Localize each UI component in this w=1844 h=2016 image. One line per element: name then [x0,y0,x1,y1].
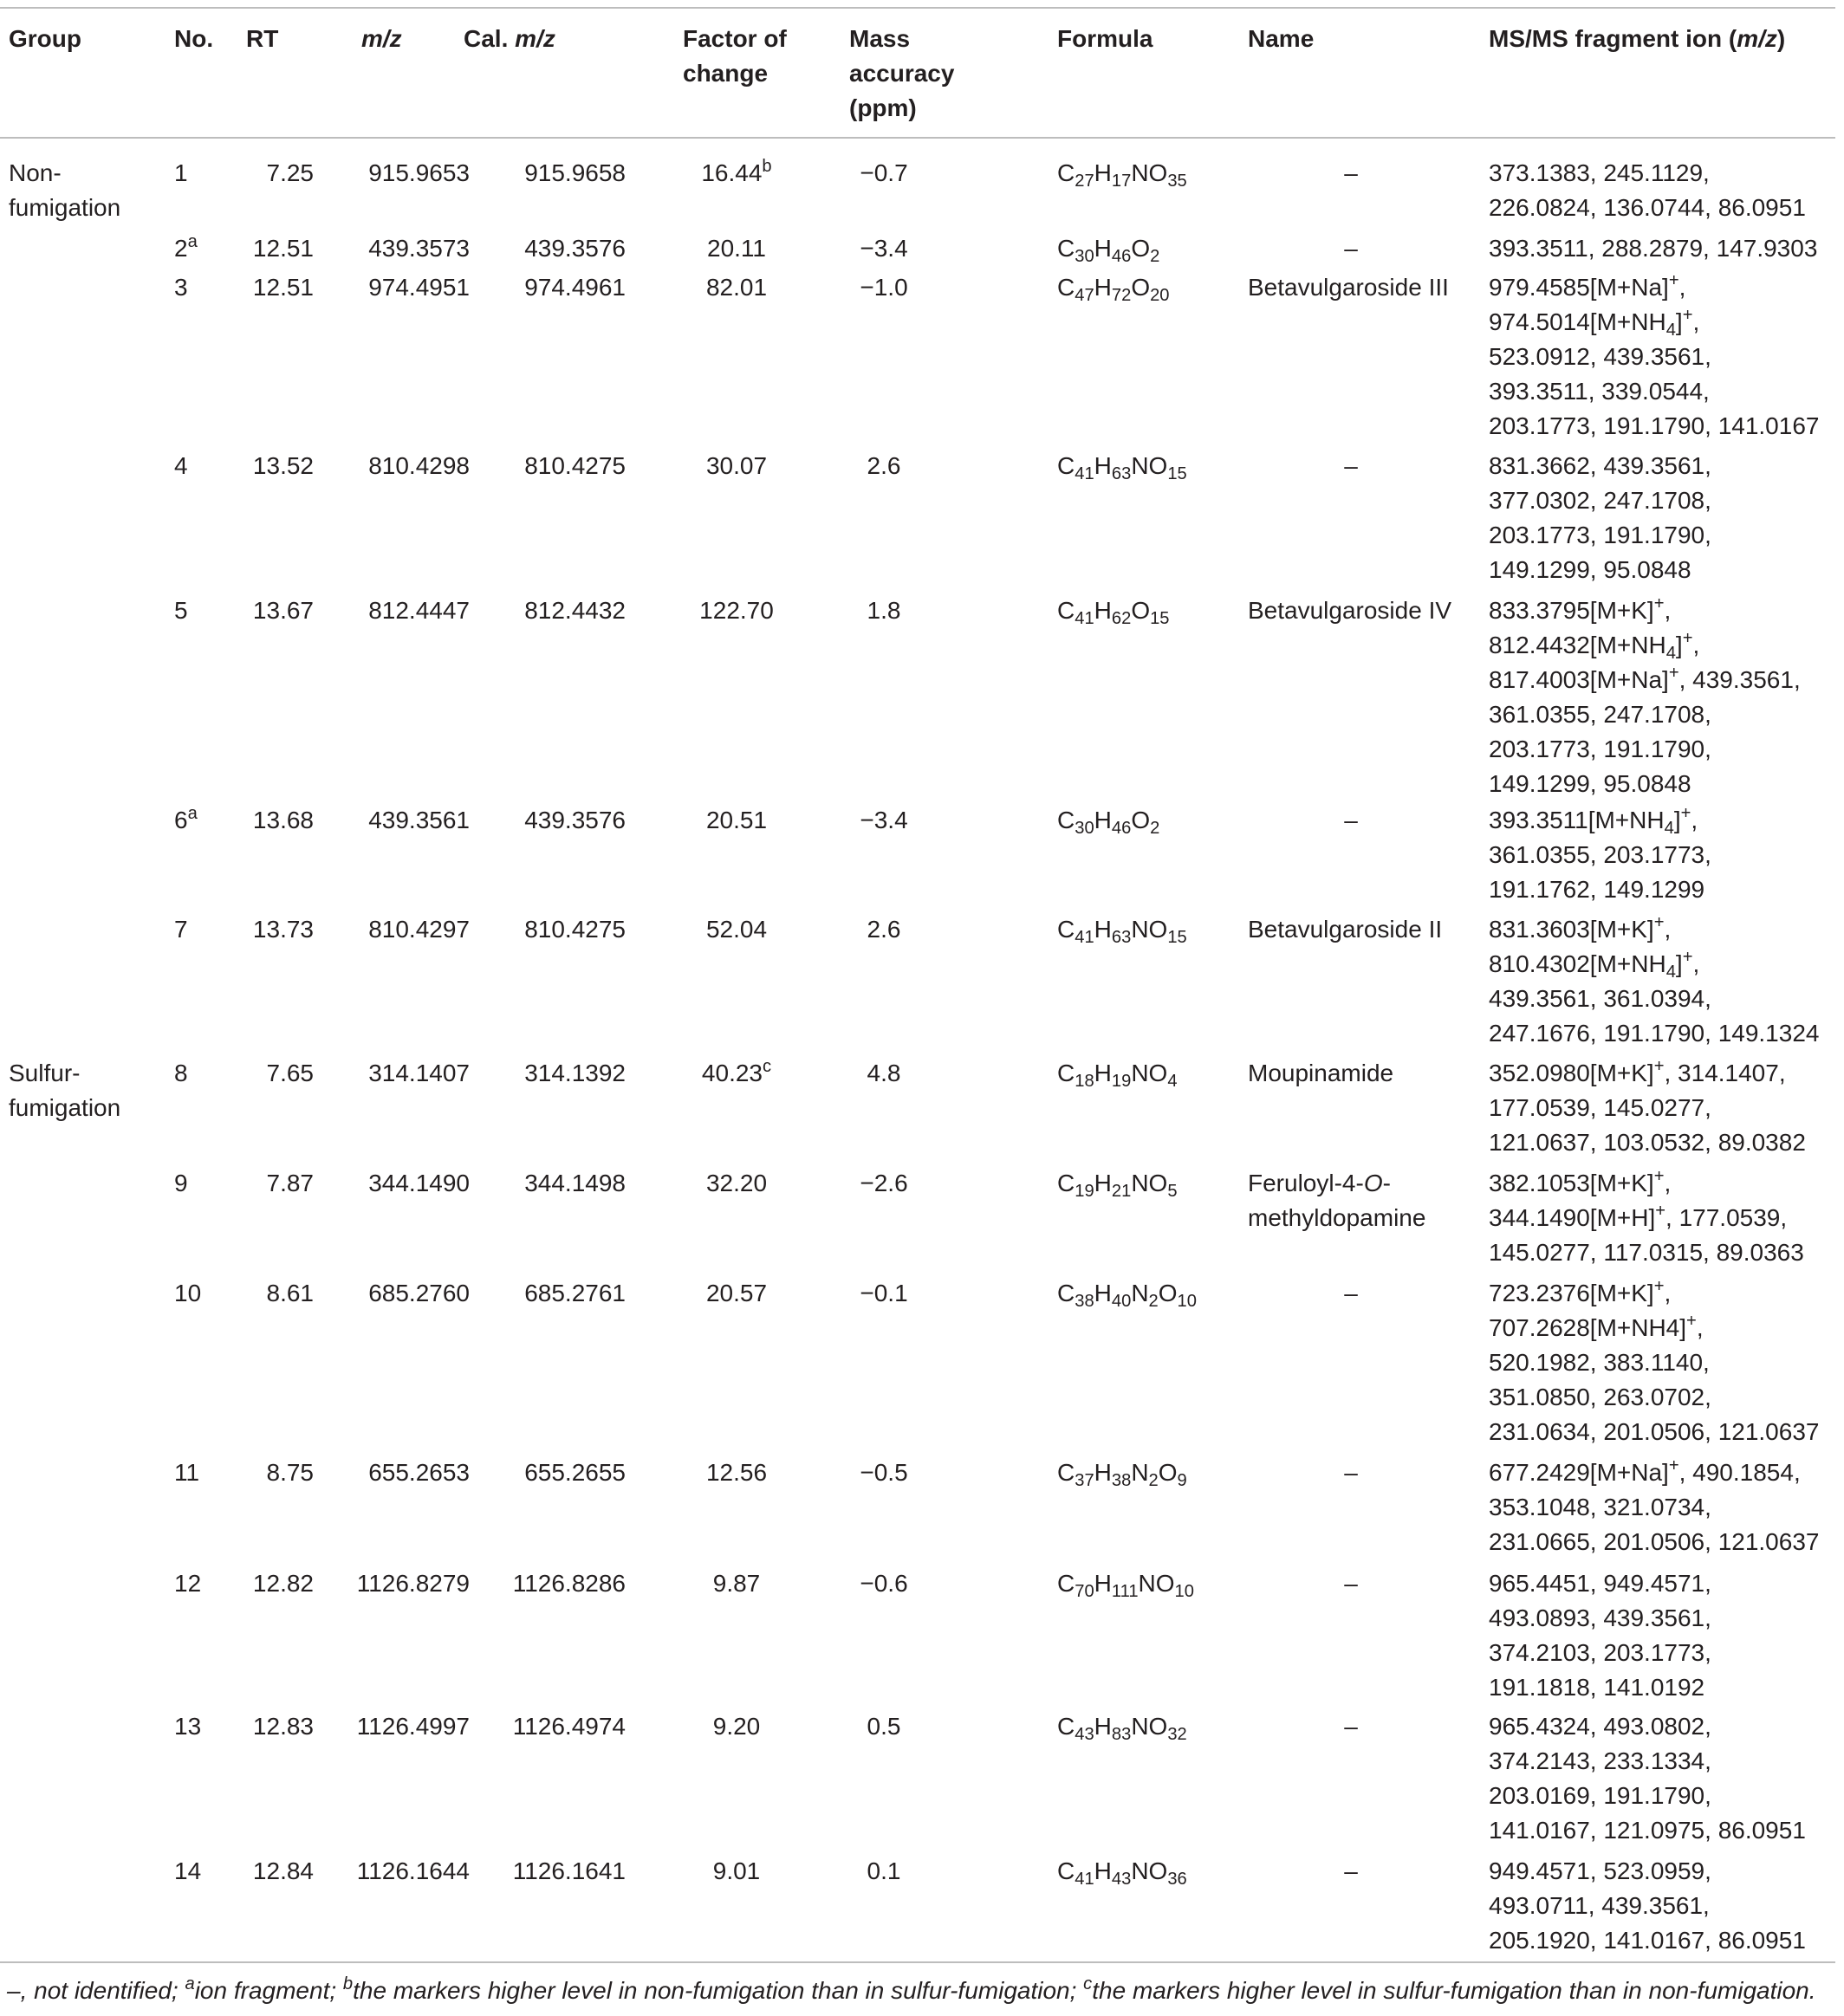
cell-msms-line: 965.4324, 493.0802, [1489,1713,1711,1740]
cell-msms-line: 523.0912, 439.3561, [1489,343,1711,370]
cell-formula: $C_{27}H_{17}NO_{35}$ [1057,159,1187,191]
cell-msms-line: 177.0539, 145.0277, [1489,1094,1711,1121]
cell-mass-accuracy: 2.6 [867,452,901,479]
cell-mz: 812.4447 [368,597,470,624]
cell-name: Feruloyl-4-O- methyldopamine [1248,1170,1426,1231]
cell-no: 8 [174,1060,188,1086]
cell-mass-accuracy: 0.5 [867,1713,901,1740]
cell-rt: 13.68 [252,807,314,833]
cell-no: 4 [174,452,188,479]
cell-cal-mz: 812.4432 [524,597,626,624]
cell-formula: $C_{30}H_{46}O_2$ [1057,807,1160,839]
cell-cal-mz: 1126.4974 [512,1713,626,1740]
cell-msms-line: 393.3511, 288.2879, 147.9303 [1489,235,1818,262]
cell-msms-line: 145.0277, 117.0315, 89.0363 [1489,1239,1804,1266]
cell-name: – [1344,1459,1358,1486]
cell-msms-line: 361.0355, 203.1773, [1489,841,1711,868]
cell-msms-line: 191.1762, 149.1299 [1489,876,1705,903]
cell-formula: $C_{41}H_{63}NO_{15}$ [1057,452,1187,484]
cell-mz: 655.2653 [368,1459,470,1486]
header-bottom-rule [0,137,1835,139]
cell-rt: 12.82 [252,1570,314,1597]
cell-msms-line: 141.0167, 121.0975, 86.0951 [1489,1817,1806,1844]
header-formula: Formula [1057,25,1153,52]
cell-formula: $C_{38}H_{40}N_2O_{10}$ [1057,1280,1197,1312]
header-factor-of-change: Factor of change [683,25,787,87]
cell-factor-of-change: 32.20 [705,1170,768,1196]
cell-mass-accuracy: 0.1 [867,1857,901,1884]
table-footnote: –, not identified; $^a$ion fragment; $^b$the markers higher level in non-fumigation than in sulfur-fumigation; $^c$the markers higher level in sulfur-fumigation than in non-fumigation. [7,1974,1816,2004]
cell-rt: 8.75 [266,1459,314,1486]
cell-msms-line: 203.1773, 191.1790, [1489,522,1711,548]
header-mass-accuracy: Mass accuracy (ppm) [849,25,955,121]
cell-msms-line: 205.1920, 141.0167, 86.0951 [1489,1927,1806,1954]
cell-msms-line: 723.2376[M+K]+, [1489,1276,1672,1306]
cell-msms-line: 949.4571, 523.0959, [1489,1857,1711,1884]
cell-msms-line: 352.0980[M+K]+, 314.1407, [1489,1056,1786,1086]
group-label: Non- fumigation [9,159,121,221]
cell-mz: 344.1490 [368,1170,470,1196]
cell-name: – [1344,1280,1358,1306]
cell-msms-line: 231.0634, 201.0506, 121.0637 [1489,1418,1820,1445]
cell-factor-of-change: 16.44$^b$ [701,156,772,186]
cell-no: 10 [174,1280,202,1306]
cell-factor-of-change: 30.07 [705,452,768,479]
cell-factor-of-change: 40.23$^c$ [701,1056,772,1086]
cell-msms-line: 833.3795[M+K]+, [1489,593,1672,624]
cell-no: 7 [174,916,188,943]
cell-rt: 8.61 [266,1280,314,1306]
cell-cal-mz: 810.4275 [524,452,626,479]
cell-formula: $C_{18}H_{19}NO_4$ [1057,1060,1178,1092]
cell-cal-mz: 915.9658 [524,159,626,186]
cell-mass-accuracy: −0.1 [860,1280,908,1306]
cell-mass-accuracy: 2.6 [867,916,901,943]
cell-no: 14 [174,1857,202,1884]
cell-no: 6$^a$ [174,803,198,833]
cell-msms-line: 493.0711, 439.3561, [1489,1892,1710,1919]
cell-msms-line: 203.1773, 191.1790, 141.0167 [1489,412,1820,439]
cell-formula: $C_{43}H_{83}NO_{32}$ [1057,1713,1187,1745]
cell-mass-accuracy: −3.4 [860,235,908,262]
cell-msms-line: 121.0637, 103.0532, 89.0382 [1489,1129,1806,1156]
cell-mz: 314.1407 [368,1060,470,1086]
cell-msms-line: 344.1490[M+H]+, 177.0539, [1489,1201,1788,1231]
cell-rt: 12.84 [252,1857,314,1884]
cell-msms-line: $812.4432[M+NH_4]^+$, [1489,628,1700,664]
cell-formula: $C_{30}H_{46}O_2$ [1057,235,1160,267]
cell-no: 2$^a$ [174,231,198,262]
cell-cal-mz: 439.3576 [524,235,626,262]
cell-formula: $C_{19}H_{21}NO_5$ [1057,1170,1178,1202]
cell-msms-line: 374.2103, 203.1773, [1489,1639,1711,1666]
cell-rt: 13.52 [252,452,314,479]
cell-msms-line: 226.0824, 136.0744, 86.0951 [1489,194,1806,221]
header-cal-mz: Cal. m/z [464,25,555,52]
cell-msms-line: 351.0850, 263.0702, [1489,1384,1711,1410]
cell-mz: 1126.4997 [356,1713,470,1740]
cell-rt: 7.65 [266,1060,314,1086]
cell-cal-mz: 1126.1641 [512,1857,626,1884]
cell-msms-line: 979.4585[M+Na]+, [1489,270,1686,301]
cell-factor-of-change: 9.01 [712,1857,761,1884]
cell-mz: 685.2760 [368,1280,470,1306]
cell-msms-line: 493.0893, 439.3561, [1489,1604,1711,1631]
cell-factor-of-change: 20.11 [707,235,766,262]
cell-msms-line: $810.4302[M+NH_4]^+$, [1489,947,1700,982]
cell-msms-line: 677.2429[M+Na]+, 490.1854, [1489,1455,1801,1486]
cell-factor-of-change: 9.20 [712,1713,761,1740]
cell-msms-line: 191.1818, 141.0192 [1489,1674,1705,1701]
cell-msms-line: 382.1053[M+K]+, [1489,1166,1672,1196]
cell-msms-line: 520.1982, 383.1140, [1489,1349,1710,1376]
cell-formula: $C_{41}H_{62}O_{15}$ [1057,597,1170,629]
cell-name: Betavulgaroside IV [1248,597,1452,624]
cell-cal-mz: 439.3576 [524,807,626,833]
header-mz: m/z [361,25,402,52]
cell-mz: 1126.1644 [356,1857,470,1884]
cell-name: – [1344,235,1358,262]
cell-msms-line: 393.3511, 339.0544, [1489,378,1710,405]
cell-factor-of-change: 9.87 [712,1570,761,1597]
cell-formula: $C_{37}H_{38}N_2O_9$ [1057,1459,1187,1491]
cell-msms-line: 149.1299, 95.0848 [1489,770,1691,797]
cell-name: – [1344,1857,1358,1884]
cell-formula: $C_{41}H_{63}NO_{15}$ [1057,916,1187,948]
cell-msms-line: 361.0355, 247.1708, [1489,701,1711,728]
cell-mass-accuracy: −1.0 [860,274,908,301]
cell-rt: 7.87 [266,1170,314,1196]
table-bottom-rule [0,1961,1835,1963]
cell-factor-of-change: 82.01 [705,274,768,301]
cell-name: Betavulgaroside II [1248,916,1443,943]
cell-cal-mz: 314.1392 [524,1060,626,1086]
cell-mz: 915.9653 [368,159,470,186]
cell-factor-of-change: 122.70 [699,597,774,624]
cell-no: 5 [174,597,188,624]
cell-mass-accuracy: −2.6 [860,1170,908,1196]
cell-rt: 12.83 [252,1713,314,1740]
cell-no: 11 [174,1459,200,1486]
cell-name: – [1344,452,1358,479]
cell-msms-line: $974.5014[M+NH_4]^+$, [1489,305,1700,340]
cell-msms-line: 831.3662, 439.3561, [1489,452,1711,479]
cell-name: – [1344,807,1358,833]
cell-formula: $C_{47}H_{72}O_{20}$ [1057,274,1170,306]
header-no: No. [174,25,214,52]
cell-msms-line: 203.1773, 191.1790, [1489,736,1711,762]
header-group: Group [9,25,81,52]
cell-mz: 439.3573 [368,235,470,262]
cell-cal-mz: 344.1498 [524,1170,626,1196]
cell-msms-line: 149.1299, 95.0848 [1489,556,1691,583]
cell-msms-line: 831.3603[M+K]+, [1489,912,1672,943]
cell-rt: 12.51 [252,235,314,262]
header-msms-fragment: MS/MS fragment ion (m/z) [1489,25,1786,52]
cell-formula: $C_{70}H_{111}NO_{10}$ [1057,1570,1194,1602]
cell-mass-accuracy: 4.8 [867,1060,901,1086]
cell-mz: 974.4951 [368,274,470,301]
cell-msms-line: 377.0302, 247.1708, [1489,487,1711,514]
cell-no: 1 [174,159,188,186]
cell-cal-mz: 1126.8286 [512,1570,626,1597]
cell-factor-of-change: 12.56 [705,1459,768,1486]
cell-msms-line: 965.4451, 949.4571, [1489,1570,1711,1597]
cell-cal-mz: 974.4961 [524,274,626,301]
cell-no: 3 [174,274,188,301]
cell-factor-of-change: 20.51 [705,807,768,833]
header-top-rule [0,7,1835,9]
cell-cal-mz: 810.4275 [524,916,626,943]
header-rt: RT [246,25,279,52]
cell-msms-line: $393.3511[M+NH_4]^+$, [1489,803,1698,839]
cell-msms-line: 247.1676, 191.1790, 149.1324 [1489,1020,1820,1047]
cell-msms-line: 439.3561, 361.0394, [1489,985,1711,1012]
cell-factor-of-change: 52.04 [705,916,768,943]
group-label: Sulfur- fumigation [9,1060,121,1121]
cell-cal-mz: 685.2761 [524,1280,626,1306]
cell-msms-line: 203.0169, 191.1790, [1489,1782,1711,1809]
cell-msms-line: 231.0665, 201.0506, 121.0637 [1489,1528,1820,1555]
cell-mz: 810.4298 [368,452,470,479]
cell-rt: 7.25 [266,159,314,186]
cell-cal-mz: 655.2655 [524,1459,626,1486]
cell-no: 13 [174,1713,202,1740]
header-name: Name [1248,25,1315,52]
cell-no: 12 [174,1570,202,1597]
cell-name: Betavulgaroside III [1248,274,1449,301]
cell-name: Moupinamide [1248,1060,1394,1086]
cell-name: – [1344,1713,1358,1740]
cell-msms-line: 353.1048, 321.0734, [1489,1494,1711,1520]
cell-rt: 13.73 [252,916,314,943]
cell-name: – [1344,159,1358,186]
cell-msms-line: 707.2628[M+NH4]+, [1489,1311,1704,1341]
cell-rt: 12.51 [252,274,314,301]
cell-msms-line: 817.4003[M+Na]+, 439.3561, [1489,663,1801,693]
cell-factor-of-change: 20.57 [705,1280,768,1306]
cell-rt: 13.67 [252,597,314,624]
cell-mass-accuracy: 1.8 [867,597,901,624]
cell-mass-accuracy: −0.5 [860,1459,908,1486]
cell-mass-accuracy: −3.4 [860,807,908,833]
cell-mass-accuracy: −0.7 [860,159,908,186]
cell-mz: 1126.8279 [356,1570,470,1597]
cell-no: 9 [174,1170,188,1196]
cell-mass-accuracy: −0.6 [860,1570,908,1597]
cell-msms-line: 373.1383, 245.1129, [1489,159,1710,186]
cell-mz: 810.4297 [368,916,470,943]
cell-formula: $C_{41}H_{43}NO_{36}$ [1057,1857,1187,1890]
cell-mz: 439.3561 [368,807,470,833]
cell-msms-line: 374.2143, 233.1334, [1489,1747,1711,1774]
cell-name: – [1344,1570,1358,1597]
